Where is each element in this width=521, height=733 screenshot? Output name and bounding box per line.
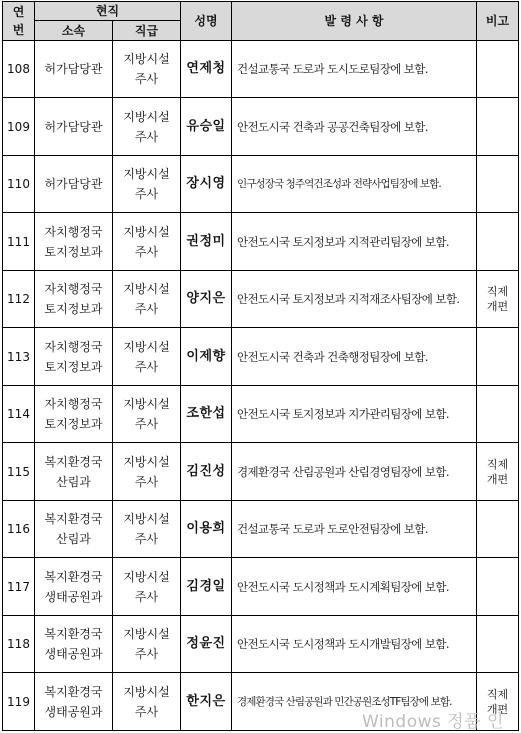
order-cell: 경제환경국 산림공원과 산림경영팀장에 보함. — [232, 443, 477, 501]
department-cell: 복지환경국 생태공원과 — [35, 673, 113, 731]
serial-number: 116 — [3, 501, 35, 558]
serial-number: 113 — [3, 328, 35, 386]
table-row — [3, 213, 519, 271]
header-serial: 연 번 — [3, 2, 35, 41]
remarks-cell — [477, 558, 519, 616]
table-row — [3, 558, 519, 616]
grade-cell: 지방시설 주사 — [113, 213, 181, 271]
department-cell: 복지환경국 산림과 — [35, 443, 113, 501]
remarks-cell: 직제 개편 — [477, 673, 519, 731]
serial-number: 110 — [3, 156, 35, 213]
table-row — [3, 443, 519, 501]
name-cell: 이용희 — [181, 501, 232, 558]
department-cell: 자치행정국 토지정보과 — [35, 328, 113, 386]
grade-cell: 지방시설 주사 — [113, 501, 181, 558]
grade-cell: 지방시설 주사 — [113, 271, 181, 328]
department-cell: 복지환경국 생태공원과 — [35, 558, 113, 616]
remarks-cell: 직제 개편 — [477, 443, 519, 501]
remarks-cell: 직제 개편 — [477, 271, 519, 328]
grade-cell: 지방시설 주사 — [113, 41, 181, 98]
header-grade: 직급 — [113, 21, 181, 41]
table-row — [3, 386, 519, 443]
remarks-cell — [477, 41, 519, 98]
order-cell: 안전도시국 건축과 공공건축팀장에 보함. — [232, 98, 477, 156]
table-row — [3, 501, 519, 558]
header-department: 소속 — [35, 21, 113, 41]
name-cell: 김경일 — [181, 558, 232, 616]
serial-number: 117 — [3, 558, 35, 616]
header-name: 성명 — [181, 2, 232, 41]
name-cell: 양지은 — [181, 271, 232, 328]
serial-number: 114 — [3, 386, 35, 443]
header-current-post: 현직 — [35, 2, 181, 21]
serial-number: 115 — [3, 443, 35, 501]
order-cell: 안전도시국 토지정보과 지가관리팀장에 보함. — [232, 386, 477, 443]
serial-number: 108 — [3, 41, 35, 98]
order-cell: 안전도시국 토지정보과 지적재조사팀장에 보함. — [232, 271, 477, 328]
order-cell: 건설교통국 도로과 도시도로팀장에 보함. — [232, 41, 477, 98]
name-cell: 장시영 — [181, 156, 232, 213]
remarks-cell — [477, 386, 519, 443]
order-cell: 안전도시국 도시정책과 도시개발팀장에 보함. — [232, 616, 477, 673]
order-cell: 안전도시국 토지정보과 지적관리팀장에 보함. — [232, 213, 477, 271]
table-row — [3, 328, 519, 386]
table-row — [3, 271, 519, 328]
order-cell: 경제환경국 산림공원과 민간공원조성TF팀장에 보함. — [232, 673, 477, 731]
order-cell: 건설교통국 도로과 도로안전팀장에 보함. — [232, 501, 477, 558]
table-row — [3, 41, 519, 98]
header-order: 발 령 사 항 — [232, 2, 477, 41]
name-cell: 권정미 — [181, 213, 232, 271]
order-cell: 인구성장국 청주역건조성과 전략사업팀장에 보함. — [232, 156, 477, 213]
name-cell: 조한섭 — [181, 386, 232, 443]
department-cell: 허가담당관 — [35, 156, 113, 213]
serial-number: 119 — [3, 673, 35, 731]
serial-number: 111 — [3, 213, 35, 271]
department-cell: 자치행정국 토지정보과 — [35, 386, 113, 443]
order-cell: 안전도시국 건축과 건축행정팀장에 보함. — [232, 328, 477, 386]
table-row — [3, 156, 519, 213]
name-cell: 연제청 — [181, 41, 232, 98]
grade-cell: 지방시설 주사 — [113, 558, 181, 616]
department-cell: 자치행정국 토지정보과 — [35, 213, 113, 271]
department-cell: 자치행정국 토지정보과 — [35, 271, 113, 328]
remarks-cell — [477, 616, 519, 673]
grade-cell: 지방시설 주사 — [113, 156, 181, 213]
department-cell: 허가담당관 — [35, 41, 113, 98]
remarks-cell — [477, 328, 519, 386]
serial-number: 112 — [3, 271, 35, 328]
table-row — [3, 98, 519, 156]
windows-activation-watermark: Windows 정품 인 — [362, 712, 504, 732]
name-cell: 한지은 — [181, 673, 232, 731]
department-cell: 복지환경국 생태공원과 — [35, 616, 113, 673]
grade-cell: 지방시설 주사 — [113, 443, 181, 501]
serial-number: 109 — [3, 98, 35, 156]
grade-cell: 지방시설 주사 — [113, 386, 181, 443]
grade-cell: 지방시설 주사 — [113, 616, 181, 673]
grade-cell: 지방시설 주사 — [113, 98, 181, 156]
grade-cell: 지방시설 주사 — [113, 673, 181, 731]
header-remarks: 비고 — [477, 2, 519, 41]
name-cell: 이제향 — [181, 328, 232, 386]
remarks-cell — [477, 98, 519, 156]
department-cell: 허가담당관 — [35, 98, 113, 156]
remarks-cell — [477, 156, 519, 213]
department-cell: 복지환경국 산림과 — [35, 501, 113, 558]
remarks-cell — [477, 213, 519, 271]
name-cell: 김진성 — [181, 443, 232, 501]
name-cell: 유승일 — [181, 98, 232, 156]
personnel-order-table — [2, 1, 519, 731]
serial-number: 118 — [3, 616, 35, 673]
table-row — [3, 616, 519, 673]
remarks-cell — [477, 501, 519, 558]
grade-cell: 지방시설 주사 — [113, 328, 181, 386]
name-cell: 정윤진 — [181, 616, 232, 673]
order-cell: 안전도시국 도시정책과 도시계획팀장에 보함. — [232, 558, 477, 616]
